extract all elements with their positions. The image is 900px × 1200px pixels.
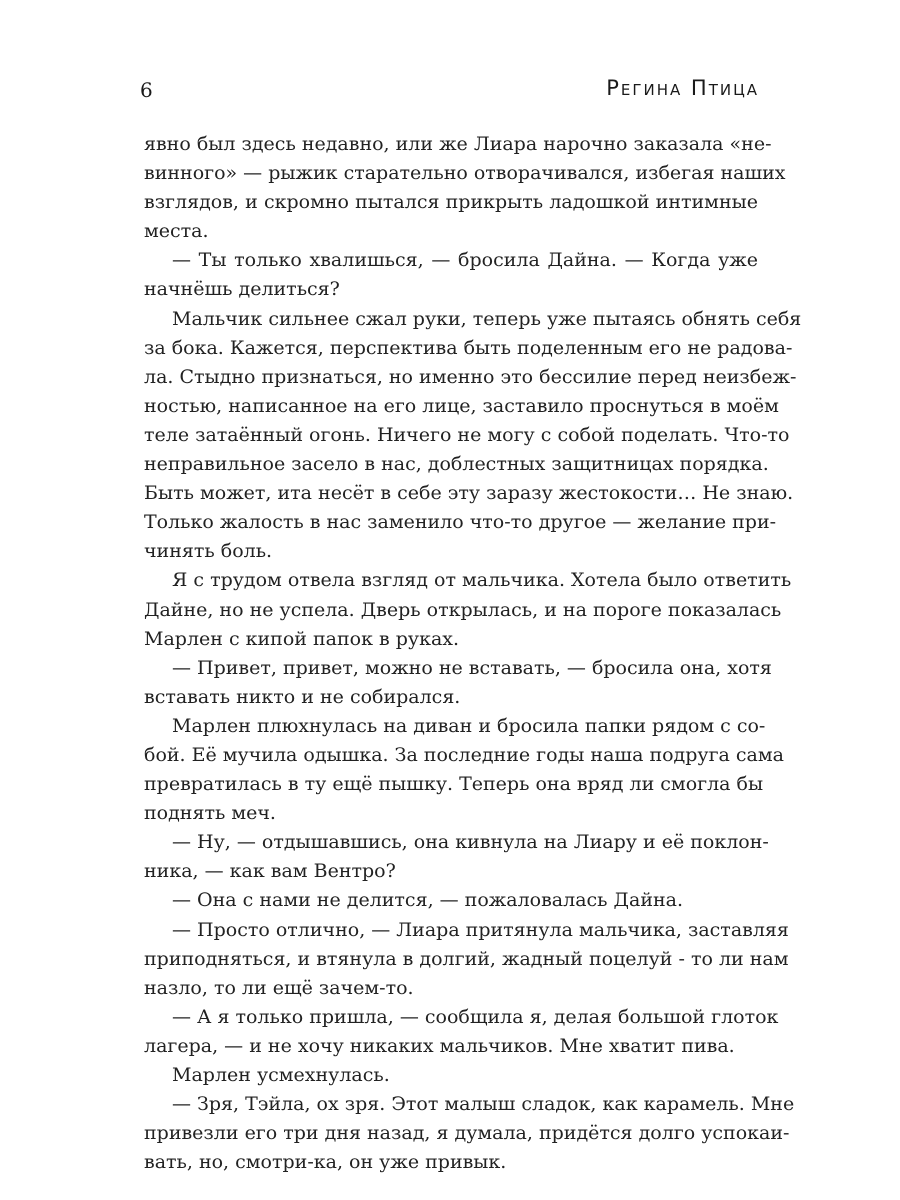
text-line: — Ты только хвалишься, — бросила Дайна. — Когда уже	[172, 249, 758, 272]
text-line: винного» — рыжик старательно отворачивался, избегая наших	[144, 162, 786, 185]
text-line: чинять боль.	[144, 540, 273, 563]
text-line: Быть может, ита несёт в себе эту заразу жестокости… Не знаю.	[144, 482, 794, 505]
running-head-title: Регина Птица	[606, 76, 759, 100]
body-text	[144, 130, 802, 1177]
text-line: ника, — как вам Вентро?	[144, 860, 396, 883]
text-line: вставать никто и не собирался.	[144, 685, 461, 708]
text-line: Марлен с кипой папок в руках.	[144, 627, 460, 650]
text-line: Дайне, но не успела. Дверь открылась, и на пороге показалась	[144, 598, 782, 621]
text-line: Я с трудом отвела взгляд от мальчика. Хотела было ответить	[172, 569, 792, 592]
text-line: бой. Её мучила одышка. За последние годы наша подруга сама	[144, 743, 784, 766]
text-line: явно был здесь недавно, или же Лиара нарочно заказала «не-	[144, 133, 772, 155]
text-line: — Зря, Тэйла, ох зря. Этот малыш сладок, как карамель. Мне	[172, 1093, 795, 1116]
text-line: — Ну, — отдышавшись, она кивнула на Лиару и её поклон-	[172, 831, 769, 854]
text-line: Только жалость в нас заменило что-то другое — желание при-	[144, 511, 777, 534]
text-line: взглядов, и скромно пытался прикрыть ладошкой интимные	[144, 191, 758, 214]
text-line: лагера, — и не хочу никаких мальчиков. Мне хватит пива.	[144, 1034, 735, 1057]
text-line: теле затаённый огонь. Ничего не могу с собой поделать. Что-то	[144, 423, 790, 446]
text-line: ла. Стыдно признаться, но именно это бессилие перед неизбеж-	[144, 365, 797, 388]
page-number: 6	[140, 78, 153, 102]
text-line: места.	[144, 220, 209, 243]
text-line: начнёшь делиться?	[144, 278, 340, 301]
text-line: Марлен плюхнулась на диван и бросила папки рядом с со-	[172, 714, 766, 737]
text-line: — Она с нами не делится, — пожаловалась Дайна.	[172, 889, 684, 912]
text-line: превратилась в ту ещё пышку. Теперь она вряд ли смогла бы	[144, 773, 764, 796]
text-line: неправильное засело в нас, доблестных защитницах порядка.	[144, 453, 769, 476]
text-line: — Привет, привет, можно не вставать, — бросила она, хотя	[172, 656, 772, 679]
text-line: Мальчик сильнее сжал руки, теперь уже пытаясь обнять себя	[172, 307, 802, 330]
text-line: Марлен усмехнулась.	[172, 1064, 390, 1086]
text-line: ностью, написанное на его лице, заставило проснуться в моём	[144, 394, 779, 417]
text-line: приподняться, и втянула в долгий, жадный поцелуй - то ли нам	[144, 947, 789, 970]
text-line: поднять меч.	[144, 802, 276, 825]
text-line: назло, то ли ещё зачем-то.	[144, 976, 414, 999]
text-line: — А я только пришла, — сообщила я, делая большой глоток	[172, 1005, 779, 1028]
text-line: — Просто отлично, — Лиара притянула мальчика, заставляя	[172, 918, 789, 941]
text-line: привезли его три дня назад, я думала, придётся долго успокаи-	[144, 1122, 790, 1145]
text-line: за бока. Кажется, перспектива быть поделенным его не радова-	[144, 336, 793, 359]
text-line: вать, но, смотри-ка, он уже привык.	[144, 1151, 507, 1174]
